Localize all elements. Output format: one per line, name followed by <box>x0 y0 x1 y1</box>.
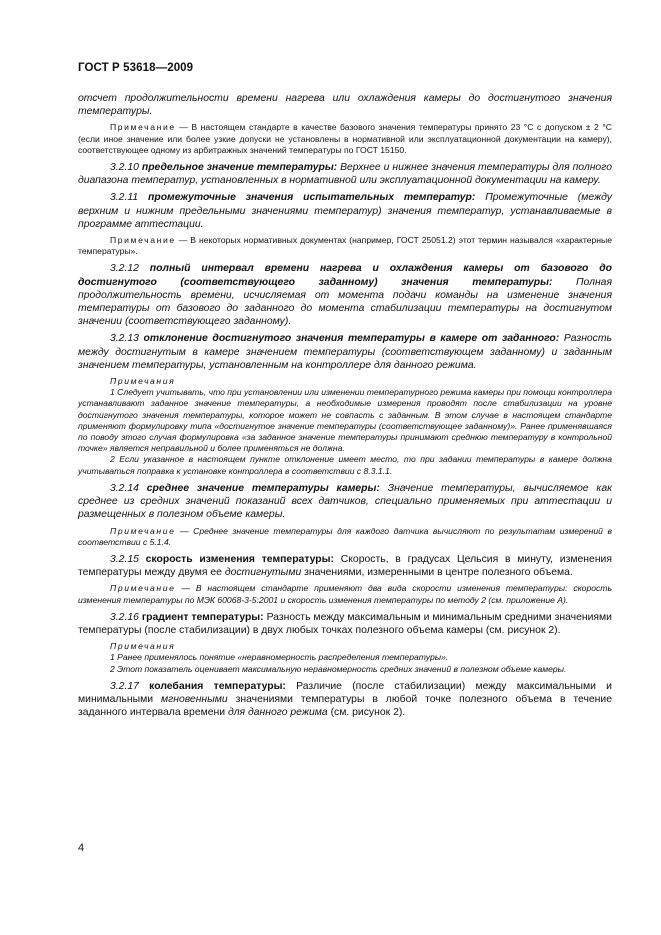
note-label: Примечание <box>110 235 176 246</box>
clause-definition: Верхнее и нижнее значения температуры для полного диапазона температур, установленных в нормативной или эксплуатационной документации на камеру. <box>78 162 613 187</box>
clause-3-2-11 <box>78 191 612 231</box>
document-header: ГОСТ Р 53618—2009 <box>78 62 194 74</box>
clause-number: 3.2.15 <box>110 553 146 565</box>
note-rate-types <box>78 583 612 605</box>
clause-term: промежуточные значения испытательных температур: <box>148 192 476 204</box>
clause-term: среднее значение температуры камеры: <box>146 482 380 494</box>
note-text: — Среднее значение температуры для каждого датчика вычисляют по результатам измерений в соответствии с 5.1.4. <box>78 525 612 547</box>
clause-definition: Скорость, в градусах Цельсия в минуту, изменения температуры между двумя ее <box>78 553 612 579</box>
clause-definition: Полная продолжительность времени, исчисляемая от момента подачи команды на изменение значения температуры от базового до заданного до момента стабилизации температуры на достигнутом значении (соответствующего заданному). <box>78 276 613 328</box>
note-item: 1 Ранее применялось понятие «неравномерность распределения температуры». <box>110 652 449 663</box>
clause-number: 3.2.17 <box>110 680 150 692</box>
note-item: 2 Этот показатель оценивает максимальную неравномерность средних значений в полезном объеме камеры. <box>110 663 567 674</box>
clause-emphasis: для данного режима <box>227 707 328 719</box>
clause-3-2-12 <box>78 262 612 328</box>
note-label: Примечание <box>110 525 176 536</box>
clause-definition: Промежуточные (между верхним и нижним предельными значениями температур) значения температур, устанавливаемые в программе аттестации. <box>78 192 612 230</box>
clause-term: отклонение достигнутого значения температуры в камере от заданного: <box>143 333 560 345</box>
clause-definition-end: (см. рисунок 2). <box>327 707 406 719</box>
note-text: — В настоящем стандарте в качестве базового значения температуры принято 23 °С с допуском ± 2 °С (если иное значение или более узкие допуски не установлены в нормативной или эксплуатационной документации на камеру), соответствующее одному из арбитражных значений температуры по ГОСТ 15150. <box>78 122 612 155</box>
clause-term: градиент температуры: <box>141 611 264 623</box>
clause-3-2-17 <box>78 680 612 720</box>
clause-term: скорость изменения температуры: <box>145 553 334 565</box>
clause-number: 3.2.14 <box>110 482 147 494</box>
clause-number: 3.2.11 <box>110 192 148 204</box>
notes-heading: Примечания <box>110 376 176 387</box>
notes-heading: Примечания <box>110 641 176 652</box>
note-text: — В некоторых нормативных документах (например, ГОСТ 25051.2) этот термин назывался «характерные температуры». <box>78 235 612 257</box>
clause-definition: Разность между максимальным и минимальным средними значениями температуры (после стабилизации) в двух любых точках полезного объема камеры (см. рисунок 2). <box>78 611 612 636</box>
clause-emphasis: мгновенными <box>160 693 228 705</box>
clause-definition-mid: значениями температуры в любой точке полезного объема в течение заданного интервала времени <box>78 693 612 719</box>
clause-term: колебания температуры: <box>149 680 286 692</box>
note-characteristic-temperatures <box>78 235 612 257</box>
paragraph-continuation: отсчет продолжительности времени нагрева или охлаждения камеры до достигнутого значения температуры. <box>78 93 612 118</box>
clause-emphasis: достигнутыми <box>224 567 302 579</box>
clause-3-2-15 <box>78 553 612 579</box>
document-body <box>78 92 612 723</box>
clause-definition: Разность между достигнутым в камере значением температуры (соответствующем заданному) и заданным значением температуры, установленным на контроллере для данного режима. <box>78 333 613 371</box>
clause-number: 3.2.13 <box>110 333 144 345</box>
clause-number: 3.2.16 <box>110 611 142 623</box>
clause-3-2-10 <box>78 161 612 187</box>
page-number: 4 <box>78 842 85 854</box>
note-label: Примечание <box>110 583 176 594</box>
note-item: 1 Следует учитывать, что при установлении или изменении температурного режима камеры при помощи контроллера устанавливают заданное значение температуры, а необходимые измерения проводят после стабилизации на уровне достигнутого значения температуры, которое может не совпасть с заданным. В этом случае в настоящем стандарте применяют формулировку типа «достигнутое значение температуры (соответствующее заданному)». Ранее применявшаяся по поводу этого случая формулировка «за заданное значение температуры принимают среднюю температуру в контрольной точке» является неправильной и более применяться не должна. <box>78 387 612 454</box>
note-text: — В настоящем стандарте применяют два вида скорости изменения температуры: скорость изменения температуры по МЭК 60068-3-5:2001 и скорость изменения температуры по методу 2 (см. приложение А). <box>78 583 612 605</box>
clause-term: предельное значение температуры: <box>141 162 338 174</box>
clause-3-2-14 <box>78 482 612 522</box>
clause-definition-end: значениями, измеренными в центре полезного объема. <box>301 567 573 579</box>
note-label: Примечание <box>110 122 176 133</box>
clause-term: полный интервал времени нагрева и охлаждения камеры от базового до достигнутого (соответствующего заданному) значения температуры: <box>78 263 612 288</box>
clause-definition: Значение температуры, вычисляемое как среднее из средних значений показаний всех датчиков, специально применяемых при аттестации и размещенных в полезном объеме камеры. <box>78 482 613 521</box>
clause-3-2-13 <box>78 332 612 372</box>
clause-definition: Различие (после стабилизации) между максимальными и минимальными <box>78 680 612 705</box>
clause-3-2-16 <box>78 611 612 637</box>
note-item: 2 Если указанное в настоящем пункте отклонение имеет место, то при задании температуры в камере должна учитываться поправка к установке контроллера в соответствии с 8.3.1.1. <box>78 454 612 476</box>
clause-number: 3.2.10 <box>110 162 142 174</box>
clause-number: 3.2.12 <box>110 263 150 275</box>
note-base-temperature <box>78 122 612 156</box>
note-sensor-average <box>78 526 612 548</box>
